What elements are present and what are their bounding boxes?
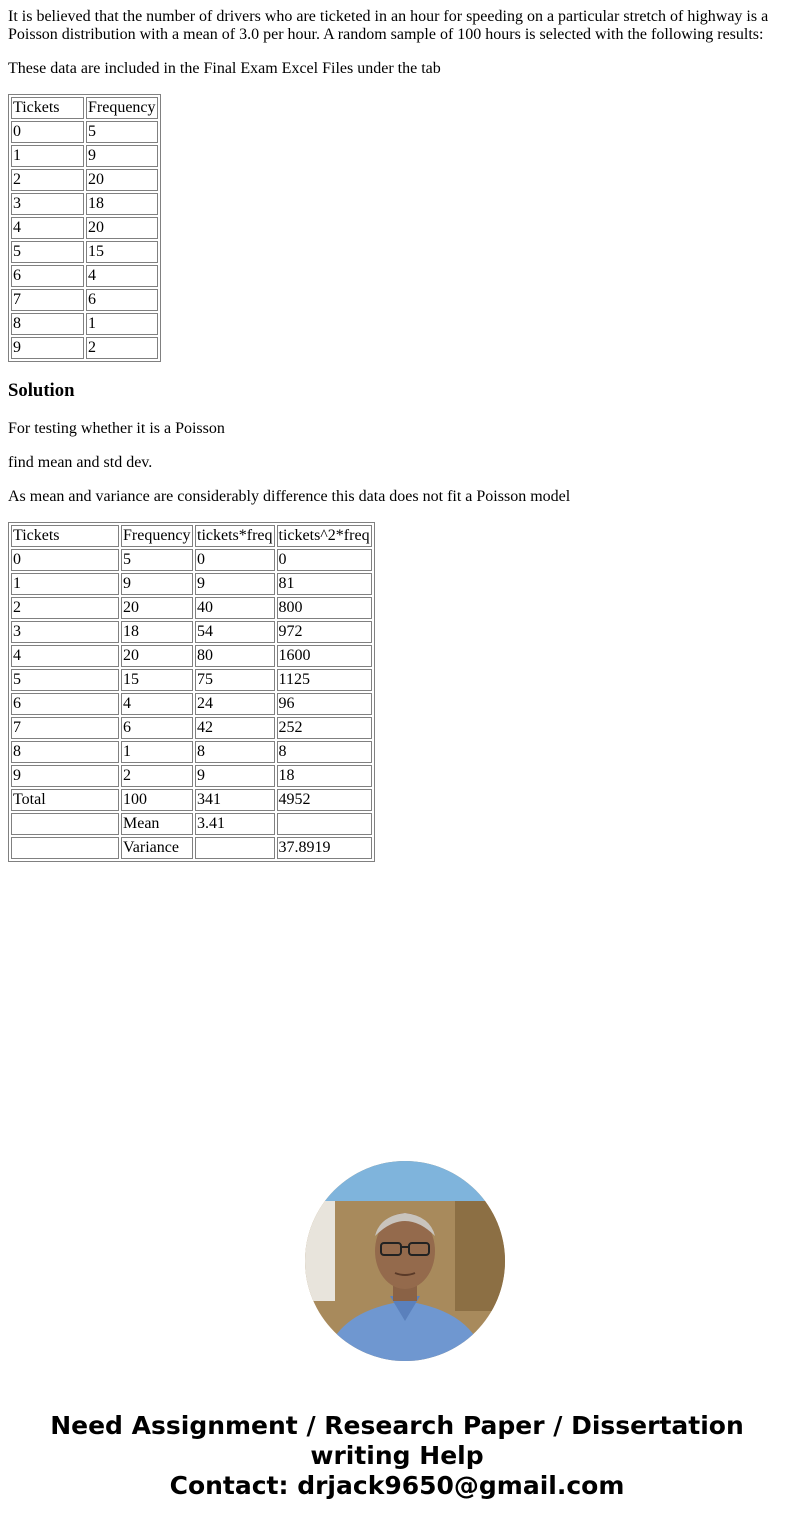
table-cell: 18 [86,193,158,215]
table-cell: 3.41 [195,813,275,835]
table-cell: 20 [86,217,158,239]
table-row [11,573,372,595]
table-cell: 1600 [277,645,372,667]
table-cell: 96 [277,693,372,715]
table-cell: 6 [121,717,193,739]
table-row [11,313,158,335]
table-cell: 100 [121,789,193,811]
table-row [11,669,372,691]
table-cell: 6 [86,289,158,311]
table-row [11,837,372,859]
table-row [11,597,372,619]
table-cell: 42 [195,717,275,739]
table-cell: 3 [11,621,119,643]
table-cell: 3 [11,193,84,215]
table-row [11,813,372,835]
table-cell: 4 [11,645,119,667]
table-cell: 4 [121,693,193,715]
table-cell: 9 [11,765,119,787]
table-cell: 0 [11,121,84,143]
table-cell: 20 [121,597,193,619]
table-row [11,789,372,811]
table-row [11,193,158,215]
table-row [11,741,372,763]
table-cell: 1 [121,741,193,763]
table-cell: 1 [86,313,158,335]
table-cell: 7 [11,717,119,739]
table-cell: 9 [195,765,275,787]
table-row [11,145,158,167]
table-cell: 75 [195,669,275,691]
table-cell: 5 [11,241,84,263]
table-row [11,549,372,571]
banner-line-1: Need Assignment / Research Paper / Dissertation [50,1411,744,1440]
table-cell: 0 [277,549,372,571]
table-header-row [11,97,158,119]
table-cell: 18 [277,765,372,787]
table-row [11,337,158,359]
table-cell: 800 [277,597,372,619]
table-cell: 80 [195,645,275,667]
contact-banner [0,1411,794,1501]
table-cell: 6 [11,693,119,715]
data-note: These data are included in the Final Exam Excel Files under the tab [8,60,441,77]
table-cell: 7 [11,289,84,311]
table-row [11,693,372,715]
table-cell: 9 [11,337,84,359]
frequency-table [8,94,161,362]
table-cell: Frequency [86,97,158,119]
table-cell: 2 [11,169,84,191]
solution-line-3: As mean and variance are considerably difference this data does not fit a Poisson model [8,488,571,505]
table-cell: 972 [277,621,372,643]
table-cell: 1 [11,573,119,595]
table-cell [11,813,119,835]
table-cell: 1125 [277,669,372,691]
question-text: It is believed that the number of drivers who are ticketed in an hour for speeding on a particular stretch of highway is a Poisson distribution with a mean of 3.0 per hour. A random sample of 100 hours is selected with the following results: [8,8,769,43]
table-cell: Tickets [11,525,119,547]
table-cell: 4 [11,217,84,239]
solution-line-1: For testing whether it is a Poisson [8,420,225,437]
table-cell: 2 [121,765,193,787]
table-cell [277,813,372,835]
author-photo [305,1161,505,1361]
table-cell: 8 [195,741,275,763]
table-cell: 252 [277,717,372,739]
calculation-table [8,522,375,862]
banner-line-3: Contact: drjack9650@gmail.com [169,1471,625,1500]
table-cell: 15 [121,669,193,691]
table-cell: 8 [11,741,119,763]
table-cell: 341 [195,789,275,811]
table-cell: 0 [195,549,275,571]
table-cell: Total [11,789,119,811]
table-row [11,717,372,739]
table-cell: 37.8919 [277,837,372,859]
table-cell: 54 [195,621,275,643]
table-row [11,217,158,239]
table-cell: Frequency [121,525,193,547]
table-row [11,621,372,643]
table-cell: 18 [121,621,193,643]
table-cell: 5 [86,121,158,143]
table-cell: Tickets [11,97,84,119]
table-cell: 24 [195,693,275,715]
table-cell: 9 [195,573,275,595]
table-cell: 5 [11,669,119,691]
table-cell [195,837,275,859]
table-cell: 9 [121,573,193,595]
table-cell: 8 [277,741,372,763]
table-cell: tickets*freq [195,525,275,547]
table-cell: 8 [11,313,84,335]
table-cell: Mean [121,813,193,835]
table-cell: 5 [121,549,193,571]
table-cell [11,837,119,859]
table-row [11,645,372,667]
table-header-row [11,525,372,547]
table-cell: 20 [86,169,158,191]
table-cell: 2 [86,337,158,359]
table-cell: 40 [195,597,275,619]
table-cell: 81 [277,573,372,595]
table-cell: 0 [11,549,119,571]
table-cell: 15 [86,241,158,263]
table-cell: 4 [86,265,158,287]
table-cell: 9 [86,145,158,167]
table-cell: 4952 [277,789,372,811]
table-row [11,121,158,143]
table-row [11,169,158,191]
table-cell: 1 [11,145,84,167]
solution-line-2: find mean and std dev. [8,454,153,471]
table-row [11,265,158,287]
table-row [11,241,158,263]
table-cell: Variance [121,837,193,859]
banner-line-2: writing Help [310,1441,484,1470]
table-cell: 2 [11,597,119,619]
table-cell: tickets^2*freq [277,525,372,547]
table-cell: 20 [121,645,193,667]
table-cell: 6 [11,265,84,287]
solution-heading: Solution [8,380,75,401]
table-row [11,289,158,311]
table-row [11,765,372,787]
